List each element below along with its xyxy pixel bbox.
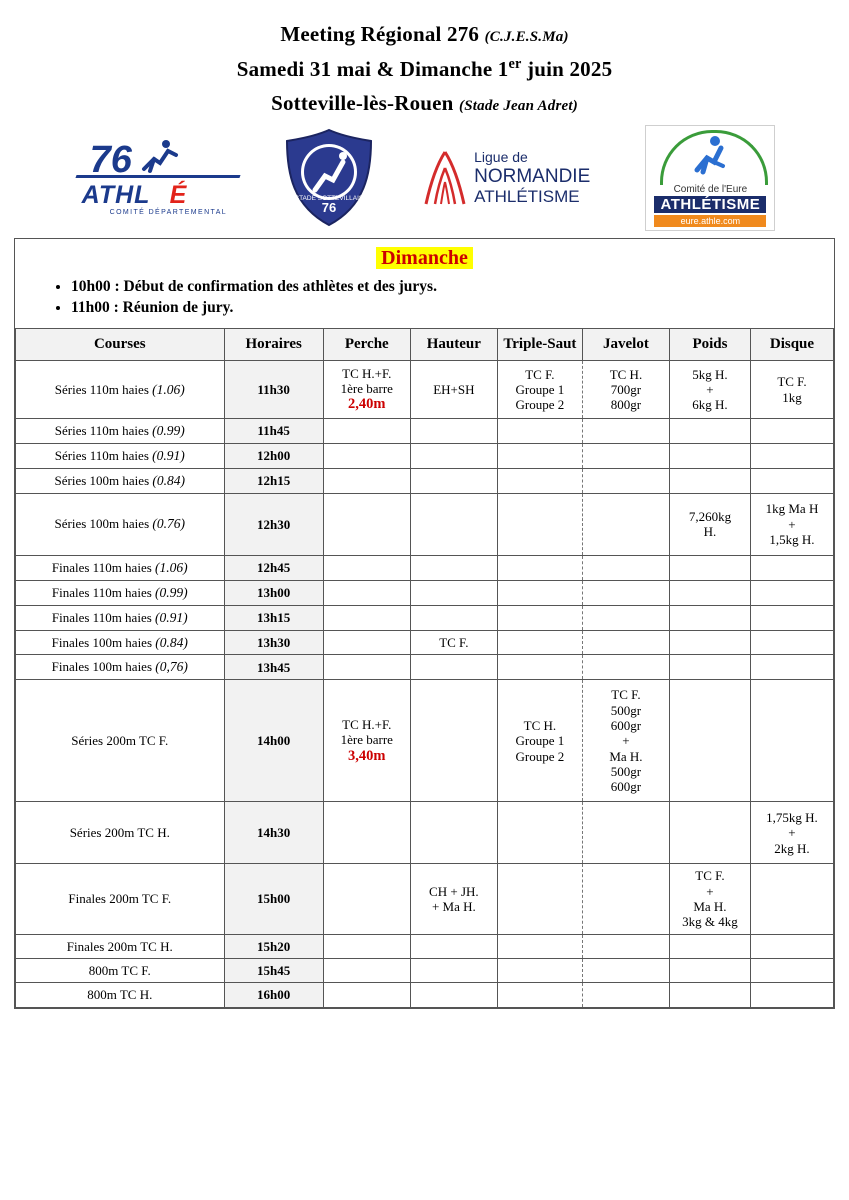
cell-hauteur — [410, 419, 497, 444]
table-row — [16, 802, 834, 864]
cell-course: Finales 110m haies (1.06) — [16, 555, 225, 580]
cell-hauteur — [410, 934, 497, 958]
cell-hauteur — [410, 443, 497, 468]
cell-horaire: 15h00 — [224, 864, 323, 934]
cell-poids — [669, 959, 750, 983]
cell-triple — [497, 468, 582, 493]
col-header-horaires: Horaires — [224, 329, 323, 361]
cell-poids — [669, 555, 750, 580]
cell-perche — [323, 580, 410, 605]
col-header-disque: Disque — [750, 329, 833, 361]
perche-start-height: 3,40m — [348, 747, 386, 764]
logo-76-word: ATHL — [81, 181, 151, 209]
cell-course: 800m TC H. — [16, 983, 225, 1007]
cell-hauteur — [410, 983, 497, 1007]
logo-ligue-line2: NORMANDIE — [474, 165, 591, 187]
cell-javelot — [582, 655, 669, 680]
cell-disque: TC F. 1kg — [750, 361, 833, 419]
perche-start-height: 2,40m — [348, 396, 386, 413]
cell-javelot — [582, 802, 669, 864]
cell-course: Séries 110m haies (0.99) — [16, 419, 225, 444]
cell-course: Finales 200m TC H. — [16, 934, 225, 958]
logo-eure-caption: Comité de l'Eure — [673, 184, 748, 195]
cell-javelot — [582, 443, 669, 468]
cell-triple — [497, 605, 582, 630]
cell-triple — [497, 983, 582, 1007]
cell-triple — [497, 580, 582, 605]
cell-horaire: 12h15 — [224, 468, 323, 493]
normandy-arches-icon — [416, 148, 474, 208]
cell-hauteur — [410, 655, 497, 680]
cell-course: Séries 200m TC H. — [16, 802, 225, 864]
cell-triple — [497, 630, 582, 655]
cell-poids — [669, 630, 750, 655]
cell-poids — [669, 605, 750, 630]
cell-disque — [750, 630, 833, 655]
cell-javelot — [582, 605, 669, 630]
cell-course: Finales 100m haies (0,76) — [16, 655, 225, 680]
table-row — [16, 605, 834, 630]
course-height-note: (0.99) — [155, 584, 188, 600]
logo-stade-sottevillais — [281, 128, 377, 228]
cell-javelot — [582, 630, 669, 655]
cell-perche — [323, 655, 410, 680]
cell-triple — [497, 493, 582, 555]
table-row — [16, 419, 834, 444]
cell-javelot — [582, 934, 669, 958]
cell-perche — [323, 555, 410, 580]
course-height-note: (0.84) — [152, 472, 185, 488]
cell-perche: TC H.+F. 1ère barre 3,40m — [323, 680, 410, 802]
schedule-panel — [14, 238, 835, 1009]
meeting-location — [14, 91, 835, 116]
cell-disque — [750, 580, 833, 605]
cell-poids — [669, 443, 750, 468]
course-height-note: (1.06) — [152, 381, 185, 397]
cell-triple — [497, 959, 582, 983]
cell-course: Finales 110m haies (0.91) — [16, 605, 225, 630]
logo-row — [54, 124, 795, 232]
cell-javelot — [582, 493, 669, 555]
course-height-note: (0.99) — [152, 423, 185, 438]
note-item: • 11h00 : Réunion de jury. — [71, 299, 834, 317]
cell-horaire: 15h45 — [224, 959, 323, 983]
cell-poids: TC F. + Ma H. 3kg & 4kg — [669, 864, 750, 934]
cell-horaire: 15h20 — [224, 934, 323, 958]
logo-76-athle — [74, 135, 242, 221]
course-height-note: (0.91) — [152, 447, 185, 463]
cell-perche — [323, 983, 410, 1007]
cell-horaire: 12h30 — [224, 493, 323, 555]
cell-course: 800m TC F. — [16, 959, 225, 983]
course-height-note: (0,76) — [155, 659, 188, 675]
meeting-dates-a: Samedi 31 mai & Dimanche 1 — [236, 57, 509, 81]
meeting-dates-b: juin 2025 — [521, 57, 613, 81]
cell-triple: TC F. Groupe 1 Groupe 2 — [497, 361, 582, 419]
col-header-hauteur: Hauteur — [410, 329, 497, 361]
shield-runner-icon — [281, 128, 377, 228]
table-row — [16, 630, 834, 655]
logo-eure-url: eure.athle.com — [654, 215, 766, 227]
cell-disque — [750, 468, 833, 493]
notes-list — [15, 276, 834, 328]
cell-course: Finales 200m TC F. — [16, 864, 225, 934]
cell-disque — [750, 959, 833, 983]
cell-poids — [669, 802, 750, 864]
cell-disque — [750, 443, 833, 468]
cell-javelot — [582, 864, 669, 934]
cell-perche — [323, 934, 410, 958]
logo-ligue-normandie — [416, 142, 606, 214]
cell-perche — [323, 468, 410, 493]
cell-triple — [497, 555, 582, 580]
cell-horaire: 14h30 — [224, 802, 323, 864]
cell-hauteur: CH + JH. + Ma H. — [410, 864, 497, 934]
cell-javelot: TC F. 500gr 600gr + Ma H. 500gr 600gr — [582, 680, 669, 802]
cell-triple — [497, 655, 582, 680]
cell-poids — [669, 983, 750, 1007]
schedule-table — [15, 328, 834, 1008]
note-item: • 10h00 : Début de confirmation des athlètes et des jurys. — [71, 278, 834, 296]
cell-course: Finales 100m haies (0.84) — [16, 630, 225, 655]
col-header-courses: Courses — [16, 329, 225, 361]
cell-poids — [669, 468, 750, 493]
meeting-dates — [14, 56, 835, 82]
cell-hauteur — [410, 555, 497, 580]
cell-hauteur: TC F. — [410, 630, 497, 655]
svg-text:STADE SOTTEVILLAIS: STADE SOTTEVILLAIS — [294, 195, 364, 202]
runner-icon — [687, 132, 733, 178]
course-height-note: (0.91) — [155, 609, 188, 625]
cell-disque — [750, 934, 833, 958]
meeting-title-paren: (C.J.E.S.Ma) — [484, 29, 569, 45]
table-row — [16, 934, 834, 958]
table-row — [16, 864, 834, 934]
cell-hauteur — [410, 605, 497, 630]
cell-hauteur — [410, 468, 497, 493]
cell-course: Séries 110m haies (1.06) — [16, 361, 225, 419]
day-title — [15, 239, 834, 276]
cell-javelot — [582, 959, 669, 983]
cell-disque — [750, 655, 833, 680]
logo-eure-band: ATHLÉTISME — [654, 196, 766, 213]
table-row — [16, 680, 834, 802]
table-row — [16, 468, 834, 493]
cell-horaire: 13h45 — [224, 655, 323, 680]
cell-hauteur — [410, 680, 497, 802]
table-row — [16, 983, 834, 1007]
meeting-title — [14, 22, 835, 47]
col-header-perche: Perche — [323, 329, 410, 361]
table-row — [16, 959, 834, 983]
logo-76-number: 76 — [89, 139, 132, 181]
cell-perche — [323, 802, 410, 864]
cell-perche — [323, 419, 410, 444]
cell-disque — [750, 680, 833, 802]
cell-disque — [750, 605, 833, 630]
cell-course: Séries 100m haies (0.84) — [16, 468, 225, 493]
runner-icon — [136, 137, 180, 177]
day-title-text: Dimanche — [376, 247, 473, 269]
cell-poids — [669, 680, 750, 802]
cell-horaire: 16h00 — [224, 983, 323, 1007]
cell-perche — [323, 959, 410, 983]
cell-javelot — [582, 580, 669, 605]
cell-disque: 1kg Ma H + 1,5kg H. — [750, 493, 833, 555]
cell-horaire: 11h30 — [224, 361, 323, 419]
cell-perche — [323, 605, 410, 630]
logo-comite-eure — [645, 125, 775, 231]
logo-ligue-line3: ATHLÉTISME — [474, 186, 580, 206]
table-row — [16, 655, 834, 680]
cell-horaire: 13h00 — [224, 580, 323, 605]
cell-horaire: 13h15 — [224, 605, 323, 630]
col-header-javelot: Javelot — [582, 329, 669, 361]
cell-javelot — [582, 468, 669, 493]
cell-poids: 7,260kg H. — [669, 493, 750, 555]
cell-triple: TC H. Groupe 1 Groupe 2 — [497, 680, 582, 802]
meeting-title-main: Meeting Régional 276 — [280, 22, 480, 46]
cell-poids — [669, 580, 750, 605]
cell-hauteur — [410, 493, 497, 555]
cell-perche — [323, 493, 410, 555]
table-header-row — [16, 329, 834, 361]
cell-perche: TC H.+F. 1ère barre 2,40m — [323, 361, 410, 419]
cell-triple — [497, 934, 582, 958]
cell-triple — [497, 864, 582, 934]
cell-horaire: 11h45 — [224, 419, 323, 444]
cell-poids — [669, 655, 750, 680]
logo-eure-runner — [646, 132, 774, 178]
table-row — [16, 555, 834, 580]
cell-javelot — [582, 983, 669, 1007]
table-row — [16, 361, 834, 419]
cell-disque: 1,75kg H. + 2kg H. — [750, 802, 833, 864]
cell-course: Finales 110m haies (0.99) — [16, 580, 225, 605]
cell-triple — [497, 443, 582, 468]
meeting-location-main: Sotteville-lès-Rouen — [271, 91, 454, 115]
cell-hauteur — [410, 580, 497, 605]
course-height-note: (0.84) — [155, 634, 188, 650]
cell-poids: 5kg H. + 6kg H. — [669, 361, 750, 419]
logo-ligue-line1: Ligue de — [474, 149, 528, 166]
cell-disque — [750, 419, 833, 444]
logo-ligue-text — [474, 150, 590, 206]
table-row — [16, 580, 834, 605]
logo-76-word-accent: É — [169, 181, 187, 209]
cell-hauteur — [410, 802, 497, 864]
cell-poids — [669, 934, 750, 958]
course-height-note: (1.06) — [155, 559, 188, 575]
col-header-poids: Poids — [669, 329, 750, 361]
document-header — [14, 22, 835, 116]
table-body — [16, 361, 834, 1008]
cell-disque — [750, 555, 833, 580]
cell-perche — [323, 630, 410, 655]
cell-perche — [323, 864, 410, 934]
cell-horaire: 14h00 — [224, 680, 323, 802]
meeting-dates-sup: er — [508, 56, 522, 72]
cell-hauteur: EH+SH — [410, 361, 497, 419]
course-height-note: (0.76) — [152, 516, 185, 532]
cell-horaire: 12h00 — [224, 443, 323, 468]
cell-hauteur — [410, 959, 497, 983]
logo-76-caption: COMITÉ DÉPARTEMENTAL — [109, 209, 228, 216]
cell-horaire: 12h45 — [224, 555, 323, 580]
cell-perche — [323, 443, 410, 468]
col-header-triple-saut: Triple-Saut — [497, 329, 582, 361]
table-row — [16, 443, 834, 468]
cell-javelot — [582, 419, 669, 444]
cell-triple — [497, 802, 582, 864]
cell-course: Séries 200m TC F. — [16, 680, 225, 802]
cell-course: Séries 110m haies (0.91) — [16, 443, 225, 468]
cell-triple — [497, 419, 582, 444]
meeting-location-paren: (Stade Jean Adret) — [459, 98, 578, 114]
svg-text:76: 76 — [321, 200, 337, 215]
cell-javelot: TC H. 700gr 800gr — [582, 361, 669, 419]
cell-disque — [750, 864, 833, 934]
cell-course: Séries 100m haies (0.76) — [16, 493, 225, 555]
cell-poids — [669, 419, 750, 444]
cell-disque — [750, 983, 833, 1007]
cell-horaire: 13h30 — [224, 630, 323, 655]
cell-javelot — [582, 555, 669, 580]
table-row — [16, 493, 834, 555]
